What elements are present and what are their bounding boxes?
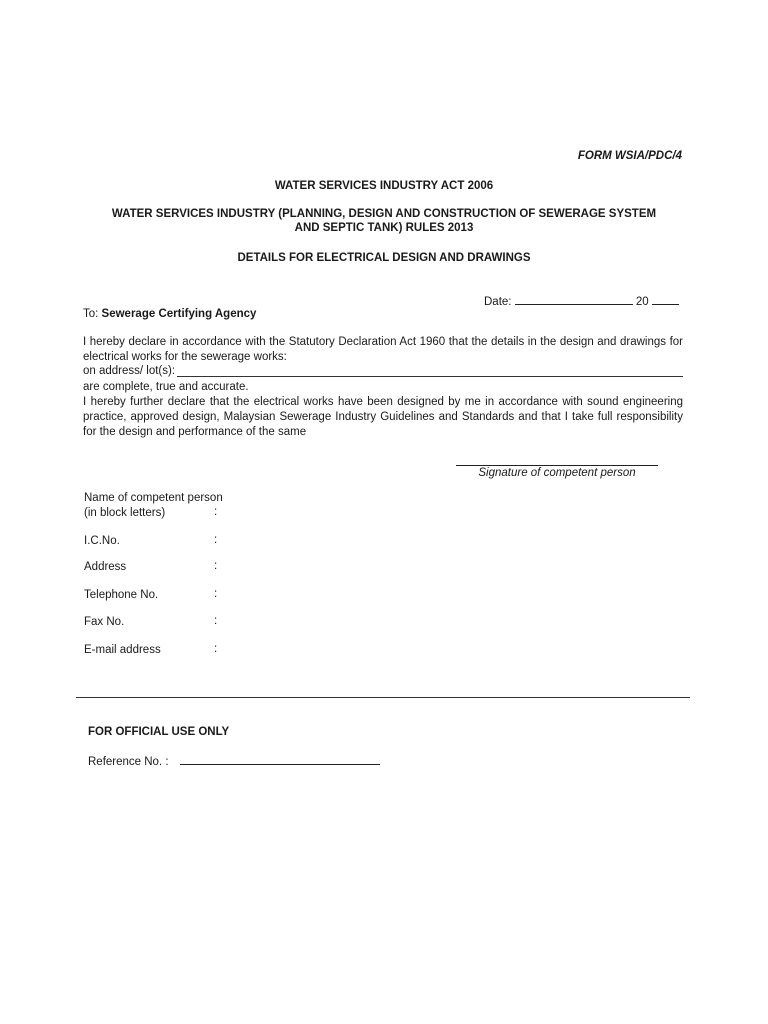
- name-colon: :: [214, 506, 218, 518]
- address-lot-field[interactable]: [177, 365, 683, 377]
- section-divider: [76, 697, 690, 698]
- date-label: Date:: [484, 296, 512, 308]
- date-year-prefix: 20: [635, 296, 649, 308]
- name-label: Name of competent person: [84, 492, 223, 504]
- address-label: Address: [84, 561, 127, 573]
- reference-field[interactable]: [180, 753, 380, 765]
- email-colon: :: [214, 643, 218, 655]
- address-row: [83, 365, 683, 377]
- date-year-field[interactable]: [652, 293, 679, 305]
- signature-line[interactable]: [456, 465, 658, 466]
- date-day-month-field[interactable]: [515, 293, 633, 305]
- reference-row: [88, 753, 380, 768]
- form-number: FORM WSIA/PDC/4: [577, 150, 682, 162]
- date-row: [484, 293, 679, 308]
- act-title: WATER SERVICES INDUSTRY ACT 2006: [274, 180, 494, 192]
- address-lot-label: on address/ lot(s):: [83, 365, 176, 377]
- reference-label: Reference No. :: [88, 756, 169, 768]
- fax-label: Fax No.: [84, 616, 125, 628]
- rules-title-line2: AND SEPTIC TANK) RULES 2013: [294, 222, 474, 234]
- telephone-colon: :: [214, 588, 218, 600]
- official-use-heading: FOR OFFICIAL USE ONLY: [88, 726, 230, 738]
- signature-label: Signature of competent person: [478, 467, 636, 479]
- to-label: To:: [83, 308, 99, 320]
- address-colon: :: [214, 560, 218, 572]
- name-label-sub: (in block letters): [84, 507, 166, 519]
- ic-colon: :: [214, 534, 218, 546]
- rules-title-line1: WATER SERVICES INDUSTRY (PLANNING, DESIGN AND CONSTRUCTION OF SEWERAGE SYSTEM: [111, 208, 657, 220]
- ic-label: I.C.No.: [84, 535, 120, 547]
- recipient: Sewerage Certifying Agency: [101, 308, 257, 320]
- telephone-label: Telephone No.: [84, 589, 159, 601]
- details-title: DETAILS FOR ELECTRICAL DESIGN AND DRAWINGS: [237, 252, 531, 264]
- declaration-paragraph-1: I hereby declare in accordance with the Statutory Declaration Act 1960 that the details in the design and drawings for electrical works for the sewerage works:: [83, 336, 683, 363]
- fax-colon: :: [214, 615, 218, 627]
- declaration-paragraph-2: are complete, true and accurate. I hereby further declare that the electrical works have been designed by me in accordance with sound engineering practice, approved design, Malaysian Sewerage Industry Guidelines and Standards and that I take full responsibility for the design and performance of the same: [83, 381, 683, 438]
- addressee-row: [83, 308, 256, 320]
- email-label: E-mail address: [84, 644, 161, 656]
